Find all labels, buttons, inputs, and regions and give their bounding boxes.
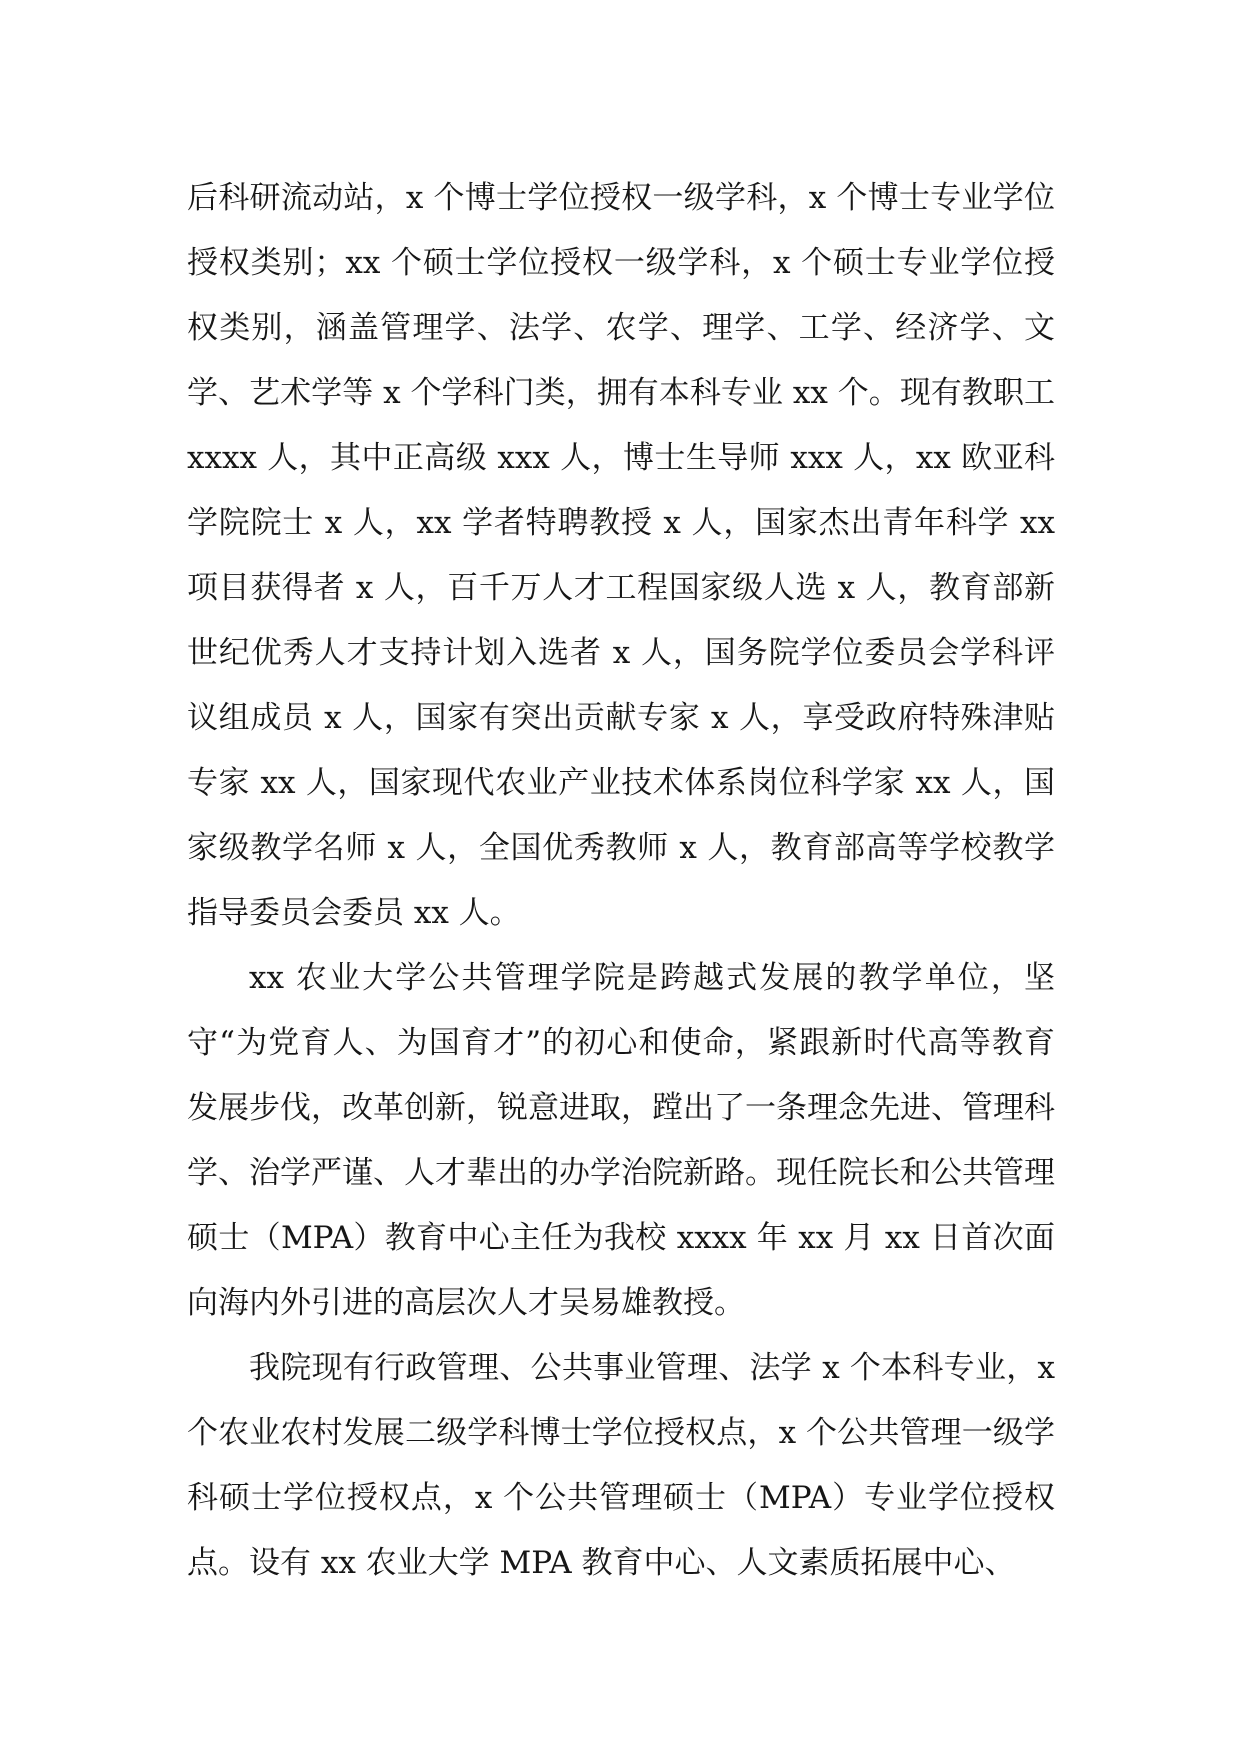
paragraph-college-intro: xx 农业大学公共管理学院是跨越式发展的教学单位，坚守“为党育人、为国育才”的初心和使命，紧跟新时代高等教育发展步伐，改革创新，锐意进取，蹚出了一条理念先进、管理科学、治学严谨、人才辈出的办学治院新路。现任院长和公共管理硕士（MPA）教育中心主任为我校 xxxx 年 xx 月 xx 日首次面向海内外引进的高层次人才吴易雄教授。 [187, 960, 1055, 1321]
document-body [187, 166, 1055, 1596]
paragraph-programs: 我院现有行政管理、公共事业管理、法学 x 个本科专业，x 个农业农村发展二级学科博士学位授权点，x 个公共管理一级学科硕士学位授权点，x 个公共管理硕士（MPA）专业学位授权点。设有 xx 农业大学 MPA 教育中心、人文素质拓展中心、 [187, 1350, 1055, 1581]
paragraph-continued: 后科研流动站，x 个博士学位授权一级学科，x 个博士专业学位授权类别；xx 个硕士学位授权一级学科，x 个硕士专业学位授权类别，涵盖管理学、法学、农学、理学、工学、经济学、文学、艺术学等 x 个学科门类，拥有本科专业 xx 个。现有教职工 xxxx 人，其中正高级 xxx 人，博士生导师 xxx 人，xx 欧亚科学院院士 x 人，xx 学者特聘教授 x 人，国家杰出青年科学 xx 项目获得者 x 人，百千万人才工程国家级人选 x 人，教育部新世纪优秀人才支持计划入选者 x 人，国务院学位委员会学科评议组成员 x 人，国家有突出贡献专家 x 人，享受政府特殊津贴专家 xx 人，国家现代农业产业技术体系岗位科学家 xx 人，国家级教学名师 x 人，全国优秀教师 x 人，教育部高等学校教学指导委员会委员 xx 人。 [187, 180, 1055, 931]
